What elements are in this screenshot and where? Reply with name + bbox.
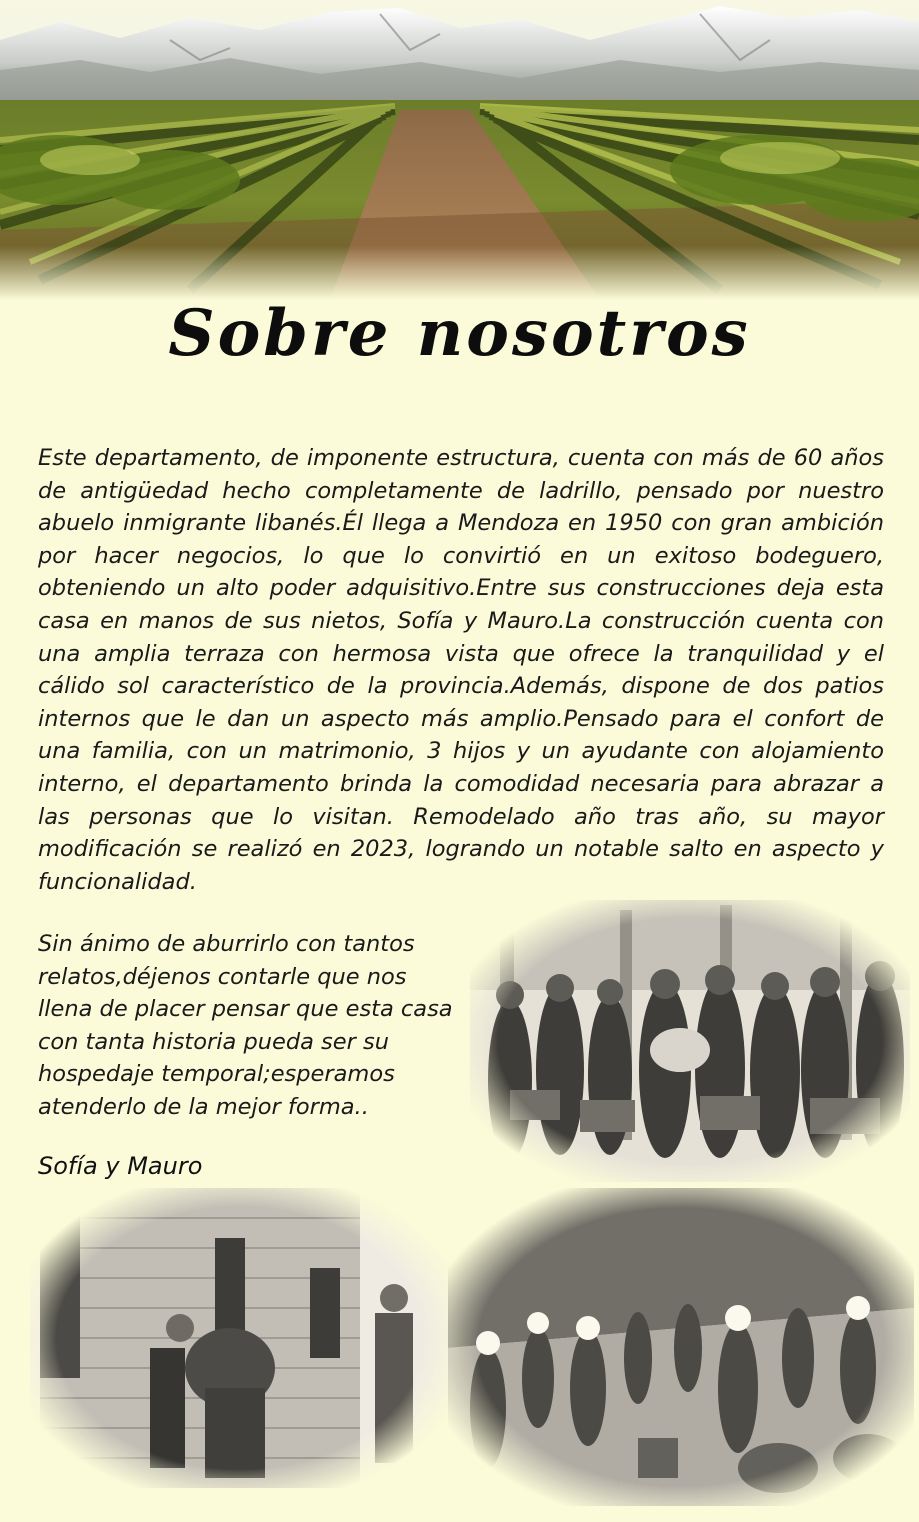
page-title: Sobre nosotros xyxy=(168,296,751,371)
immigrants-photo xyxy=(470,900,910,1182)
builders-photo xyxy=(30,1188,450,1488)
history-paragraph: Este departamento, de imponente estructura, cuenta con más de 60 años de antigüedad hecho completamente de ladrillo, pensado por nuestro abuelo inmigrante libanés.Él llega a Mendoza en 1950 con gran ambición por hacer negocios, lo que lo convirtió en un exitoso bodeguero, obteniendo un alto poder adquisitivo.Entre sus construcciones deja esta casa en manos de sus nietos, Sofía y Mauro.La construcción cuenta con una amplia terraza con hermosa vista que ofrece la tranquilidad y el cálido sol característico de la provincia.Además, dispone de dos patios internos que le dan un aspecto más amplio.Pensado para el confort de una familia, con un matrimonio, 3 hijos y un ayudante con alojamiento interno, el departamento brinda la comodidad necesaria para abrazar a las personas que lo visitan. Remodelado año tras año, su mayor modificación se realizó en 2023, logrando un notable salto en aspecto y funcionalidad. xyxy=(38,445,884,895)
closing-paragraph: Sin ánimo de aburrirlo con tantos relatos,déjenos contarle que nos llena de placer pensar que esta casa con tanta historia pueda ser su hospedaje temporal;esperamos atenderlo de la mejor forma.. xyxy=(38,931,453,1120)
signature: Sofía y Mauro xyxy=(38,1152,203,1180)
hero-vineyard-image xyxy=(0,0,919,300)
harvest-photo xyxy=(448,1188,914,1506)
